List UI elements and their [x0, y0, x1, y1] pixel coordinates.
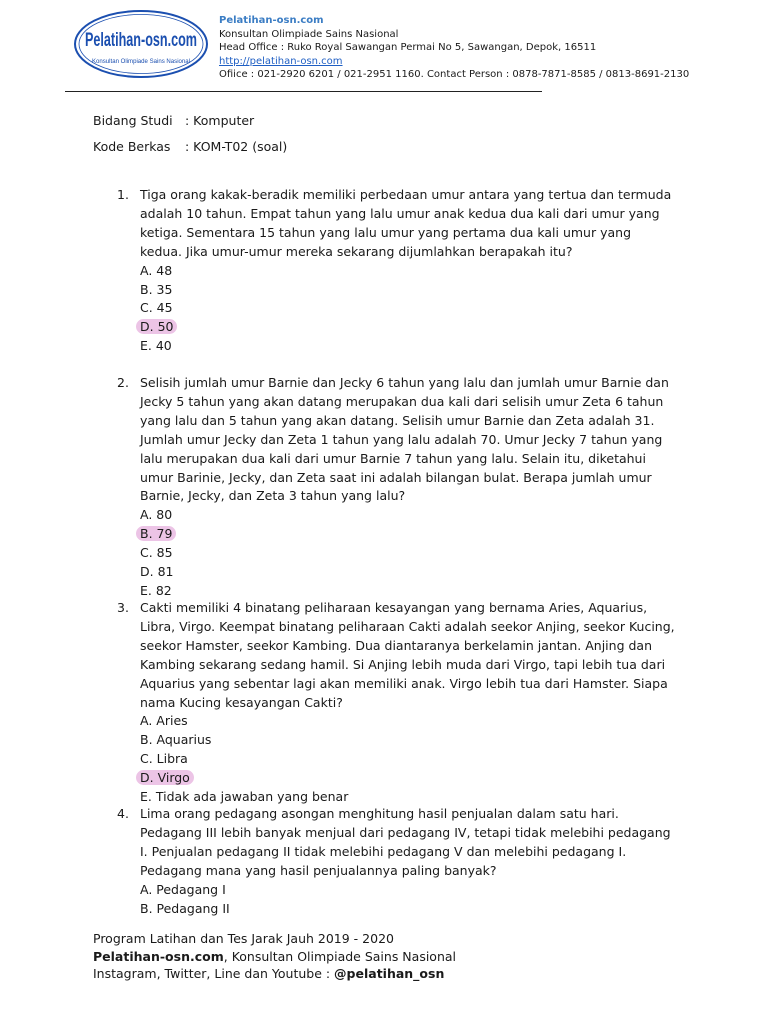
footer-brand-line: Pelatihan-osn.com, Konsultan Olimpiade Sains Nasional — [93, 948, 457, 964]
header-address: Head Office : Ruko Royal Sawangan Permai No 5, Sawangan, Depok, 16511 — [219, 42, 597, 54]
option: C. 85 — [140, 545, 173, 561]
option: A. 48 — [140, 262, 173, 278]
meta-label: Kode Berkas — [93, 139, 171, 154]
meta-value: : Komputer — [185, 113, 255, 128]
question-text: Tiga orang kakak-beradik memiliki perbedaan umur antara yang tertua dan termuda adalah 10 tahun. Empat tahun yang lalu umur anak kedua dua kali dari umur yang ketiga. Sementara 15 tahun yang lalu umur yang pertama dua kali umur yang kedua. Jika umur-umur mereka sekarang dijumlahkan berapakah itu? — [140, 187, 672, 259]
option: E. 40 — [140, 338, 172, 354]
question-2 — [117, 374, 675, 601]
question-3 — [117, 599, 675, 807]
option-answer: D. Virgo — [140, 769, 675, 788]
option: A. Pedagang I — [140, 881, 226, 897]
option: B. Pedagang II — [140, 900, 230, 916]
option: E. 82 — [140, 582, 172, 598]
option-answer: B. 79 — [140, 525, 675, 544]
question-number: 2. — [117, 375, 129, 390]
question-number: 3. — [117, 600, 129, 615]
social-handle: @pelatihan_osn — [334, 966, 445, 981]
brand-name: Pelatihan-osn.com — [219, 15, 324, 26]
option: A. 80 — [140, 507, 173, 523]
meta-label: Bidang Studi — [93, 113, 173, 128]
question-4 — [117, 805, 675, 918]
meta-value: : KOM-T02 (soal) — [185, 139, 288, 154]
pelatihan-osn-logo — [72, 8, 210, 80]
logo-text: Pelatihan-osn.com — [85, 30, 197, 51]
question-text: Lima orang pedagang asongan menghitung hasil penjualan dalam satu hari. Pedagang III lebih banyak menjual dari pedagang IV, tetapi tidak melebihi pedagang I. Penjualan pedagang II tidak melebihi pedagang V dan melebihi pedagang I. Pedagang mana yang hasil penjualannya paling banyak? — [140, 806, 671, 878]
letterhead — [219, 14, 689, 82]
document-meta — [93, 108, 287, 160]
question-number: 4. — [117, 806, 129, 821]
header-divider — [65, 91, 542, 92]
question-number: 1. — [117, 187, 129, 202]
question-text: Cakti memiliki 4 binatang peliharaan kesayangan yang bernama Aries, Aquarius, Libra, Virgo. Keempat binatang peliharaan Cakti adalah seekor Anjing, seekor Kucing, seekor Hamster, seekor Kambing. Dua diantaranya berkelamin jantan. Anjing dan Kambing sekarang sedang hamil. Si Anjing lebih muda dari Virgo, tapi lebih tua dari Aquarius yang sebentar lagi akan memiliki anak. Virgo lebih tua dari Hamster. Siapa nama Kucing kesayangan Cakti? — [140, 600, 675, 710]
page-footer — [93, 930, 456, 983]
option: B. Aquarius — [140, 732, 212, 748]
question-1 — [117, 186, 675, 356]
option: C. 45 — [140, 300, 173, 316]
website-link[interactable]: http://pelatihan-osn.com — [219, 55, 343, 67]
option: E. Tidak ada jawaban yang benar — [140, 789, 349, 805]
option: B. 35 — [140, 281, 173, 297]
header-contact: Ofiice : 021-2920 6201 / 021-2951 1160. Contact Person : 0878-7871-8585 / 0813-8691-2130 — [219, 69, 690, 81]
option: D. 81 — [140, 564, 174, 580]
meta-row — [93, 108, 287, 134]
header-subtitle: Konsultan Olimpiade Sains Nasional — [219, 28, 399, 40]
logo-subtext: Konsultan Olimpiade Sains Nasional — [92, 58, 191, 65]
meta-row — [93, 134, 287, 160]
option-answer: D. 50 — [140, 318, 675, 337]
option: A. Aries — [140, 713, 188, 729]
question-text: Selisih jumlah umur Barnie dan Jecky 6 tahun yang lalu dan jumlah umur Barnie dan Jecky 5 tahun yang akan datang merupakan dua kali dari selisih umur Zeta 6 tahun yang lalu dan 5 tahun yang akan datang. Selisih umur Barnie dan Zeta adalah 31. Jumlah umur Jecky dan Zeta 1 tahun yang lalu adalah 70. Umur Jecky 7 tahun yang lalu merupakan dua kali dari umur Barnie 7 tahun yang lalu. Selain itu, diketahui umur Barinie, Jecky, dan Zeta saat ini adalah bilangan bulat. Berapa jumlah umur Barnie, Jecky, dan Zeta 3 tahun yang lalu? — [140, 375, 669, 504]
footer-social-line: Instagram, Twitter, Line dan Youtube : @pelatihan_osn — [93, 966, 445, 981]
footer-program: Program Latihan dan Tes Jarak Jauh 2019 - 2020 — [93, 931, 394, 946]
option: C. Libra — [140, 751, 188, 767]
